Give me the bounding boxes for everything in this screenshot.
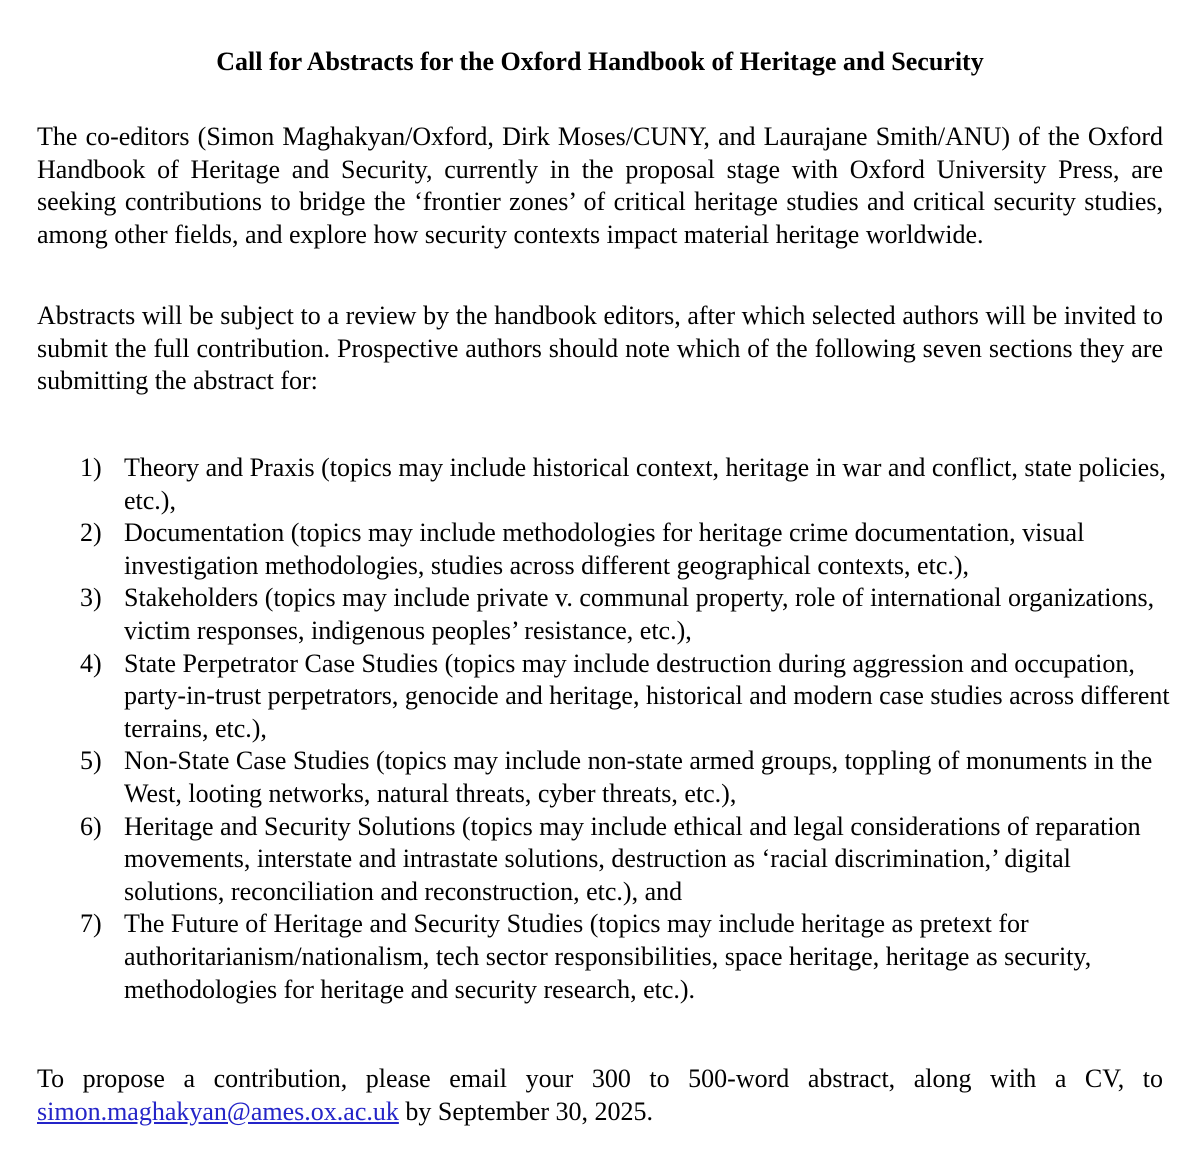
closing-text-after: by September 30, 2025. — [398, 1096, 654, 1126]
section-text: Stakeholders (topics may include private v. communal property, role of international organizations, victim responses, indigenous peoples’ resistance, etc.), — [124, 583, 1155, 645]
section-number: 3) — [80, 583, 102, 613]
section-number: 6) — [80, 811, 102, 841]
closing-text-before: To propose a contribution, please email your 300 to 500-word abstract, along with a CV, to — [37, 1064, 1163, 1093]
intro-paragraph: The co-editors (Simon Maghakyan/Oxford, Dirk Moses/CUNY, and Laurajane Smith/ANU) of the Oxford Handbook of Heritage and Security, currently in the proposal stage with Oxford University Press, are seeking contributions to bridge the ‘frontier zones’ of critical heritage studies and critical security studies, among other fields, and explore how security contexts impact material heritage worldwide. — [37, 122, 1163, 249]
section-item-1 — [80, 452, 1170, 517]
section-number: 2) — [80, 518, 102, 548]
section-item-7 — [80, 908, 1170, 1006]
sections-list — [80, 452, 1170, 1006]
section-text: Documentation (topics may include methodologies for heritage crime documentation, visual investigation methodologies, studies across different geographical contexts, etc.), — [124, 518, 1085, 580]
section-number: 7) — [80, 909, 102, 939]
closing-paragraph — [37, 1063, 1163, 1128]
section-text: State Perpetrator Case Studies (topics may include destruction during aggression and occupation, party-in-trust perpetrators, genocide and heritage, historical and modern case studies across different terrains, etc.), — [124, 648, 1170, 743]
section-text: Non-State Case Studies (topics may include non-state armed groups, toppling of monuments in the West, looting networks, natural threats, cyber threats, etc.), — [124, 746, 1153, 808]
section-number: 4) — [80, 648, 102, 678]
email-link[interactable]: simon.maghakyan@ames.ox.ac.uk — [37, 1096, 399, 1126]
section-number: 5) — [80, 746, 102, 776]
document-title: Call for Abstracts for the Oxford Handbook of Heritage and Security — [216, 47, 984, 76]
section-item-3 — [80, 582, 1170, 647]
section-item-2 — [80, 517, 1170, 582]
section-number: 1) — [80, 453, 102, 482]
section-text: Heritage and Security Solutions (topics may include ethical and legal considerations of reparation movements, interstate and intrastate solutions, destruction as ‘racial discrimination,’ digital solutions, reconciliation and reconstruction, etc.), and — [124, 811, 1141, 906]
section-text: Theory and Praxis (topics may include historical context, heritage in war and conflict, state policies, etc.), — [124, 453, 1166, 515]
section-text: The Future of Heritage and Security Studies (topics may include heritage as pretext for authoritarianism/nationalism, tech sector responsibilities, space heritage, heritage as security, methodologies for heritage and security research, etc.). — [124, 909, 1092, 1004]
section-item-5 — [80, 745, 1170, 810]
section-item-6 — [80, 811, 1170, 909]
review-paragraph: Abstracts will be subject to a review by the handbook editors, after which selected authors will be invited to submit the full contribution. Prospective authors should note which of the following seven sections they are submitting the abstract for: — [37, 301, 1163, 396]
section-item-4 — [80, 648, 1170, 746]
